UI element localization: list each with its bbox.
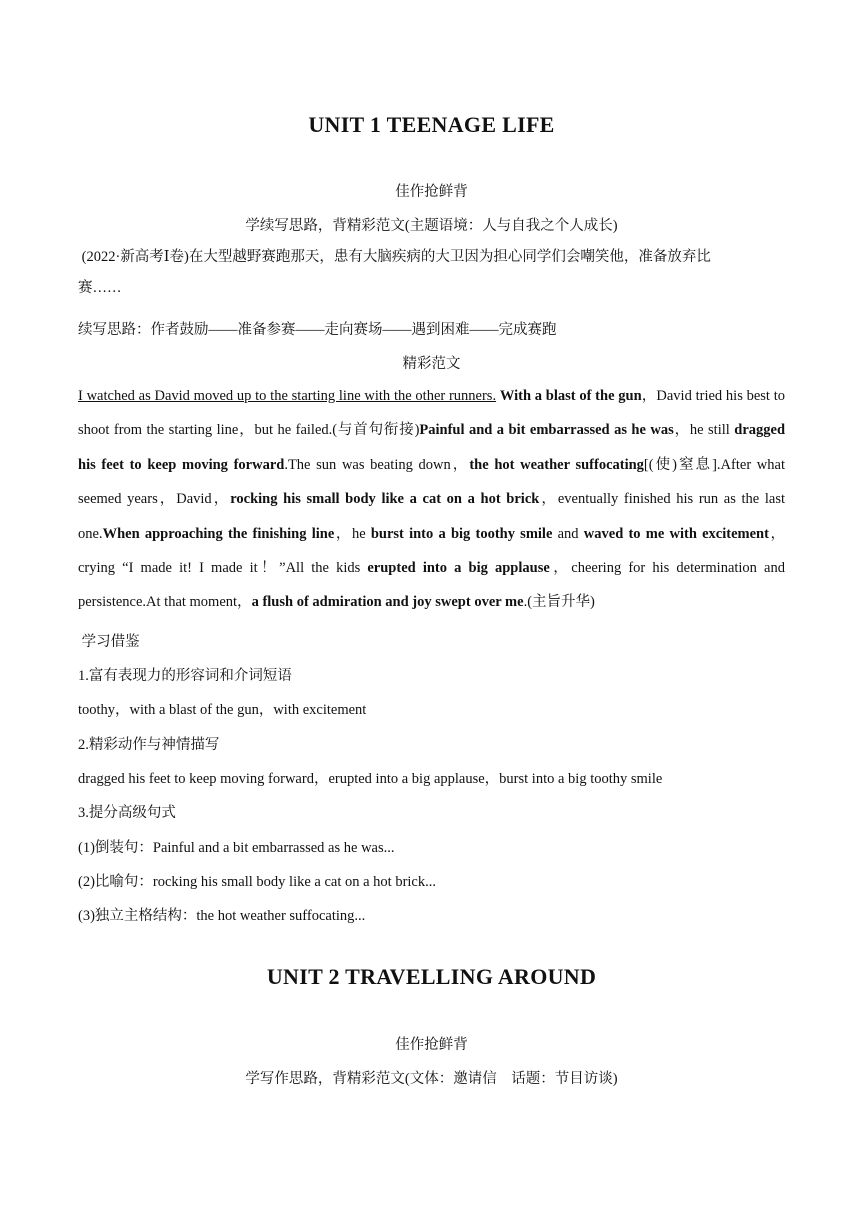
essay-text: ，David tried his best to shoot from the starting line，but he failed.(与首句衔接) <box>78 388 785 439</box>
unit2-subtitle: 学写作思路，背精彩范文(文体：邀请信 话题：节目访谈) <box>245 1071 618 1087</box>
essay-highlight: waved to me with excitement <box>583 525 769 542</box>
intro-line-2: 赛…… <box>78 280 122 296</box>
learning-item: 2.精彩动作与神情描写 <box>78 737 220 753</box>
essay-highlight: burst into a big toothy smile <box>370 525 553 542</box>
essay-text: ，eventually finished his run as the last one. <box>78 491 785 542</box>
essay-highlight: erupted into a big applause <box>367 560 550 577</box>
essay-text: ，crying “I made it! I made it！”All the kids <box>78 525 786 577</box>
learning-heading: 学习借鉴 <box>78 634 140 650</box>
essay-highlight: dragged his feet to keep moving forward <box>78 422 786 473</box>
essay-highlight: rocking his small body like a cat on a hot brick <box>230 491 540 508</box>
model-essay-paragraph <box>78 379 785 620</box>
unit2-section-heading: 佳作抢鲜背 <box>395 1037 468 1053</box>
unit1-section-heading: 佳作抢鲜背 <box>395 184 468 200</box>
learning-item: 1.富有表现力的形容词和介词短语 <box>78 668 292 684</box>
writing-approach: 续写思路：作者鼓励——准备参赛——走向赛场——遇到困难——完成赛跑 <box>78 322 557 338</box>
essay-text: ，cheering for his determination and persistence.At that moment， <box>78 560 785 611</box>
intro-line-1: (2022·新高考Ⅰ卷)在大型越野赛跑那天，患有大脑疾病的大卫因为担心同学们会嘲笑他，准备放弃比 <box>78 249 711 265</box>
essay-highlight: Painful and a bit embarrassed as he was <box>419 422 674 439</box>
essay-text: .The sun was beating down， <box>284 456 470 473</box>
unit1-intro <box>78 242 785 304</box>
unit1-subtitle: 学续写思路，背精彩范文(主题语境：人与自我之个人成长) <box>245 218 618 234</box>
essay-text: ，he still <box>673 422 735 439</box>
model-essay-heading: 精彩范文 <box>402 356 461 372</box>
unit1-title: UNIT 1 TEENAGE LIFE <box>308 112 555 137</box>
essay-highlight: the hot weather suffocating <box>469 456 644 473</box>
learning-item: (3)独立主格结构：the hot weather suffocating... <box>78 908 366 924</box>
essay-text: [(使)窒息].After what seemed years，David， <box>78 456 785 508</box>
essay-text: .(主旨升华) <box>523 594 595 611</box>
essay-highlight: When approaching the finishing line <box>102 525 335 542</box>
learning-item: dragged his feet to keep moving forward，erupted into a big applause，burst into a big toothy smile <box>78 771 663 787</box>
essay-highlight: With a blast of the gun <box>499 388 642 404</box>
essay-highlight: a flush of admiration and joy swept over me <box>251 594 524 611</box>
learning-item: 3.提分高级句式 <box>78 805 176 821</box>
essay-opening-sentence: I watched as David moved up to the starting line with the other runners. <box>78 388 497 404</box>
essay-text: ，he <box>334 525 371 542</box>
learning-item: (1)倒装句：Painful and a bit embarrassed as he was... <box>78 840 395 856</box>
essay-text: and <box>552 525 584 542</box>
learning-item: (2)比喻句：rocking his small body like a cat on a hot brick... <box>78 874 436 890</box>
unit2-title: UNIT 2 TRAVELLING AROUND <box>266 964 597 989</box>
learning-item: toothy，with a blast of the gun，with excitement <box>78 702 367 718</box>
